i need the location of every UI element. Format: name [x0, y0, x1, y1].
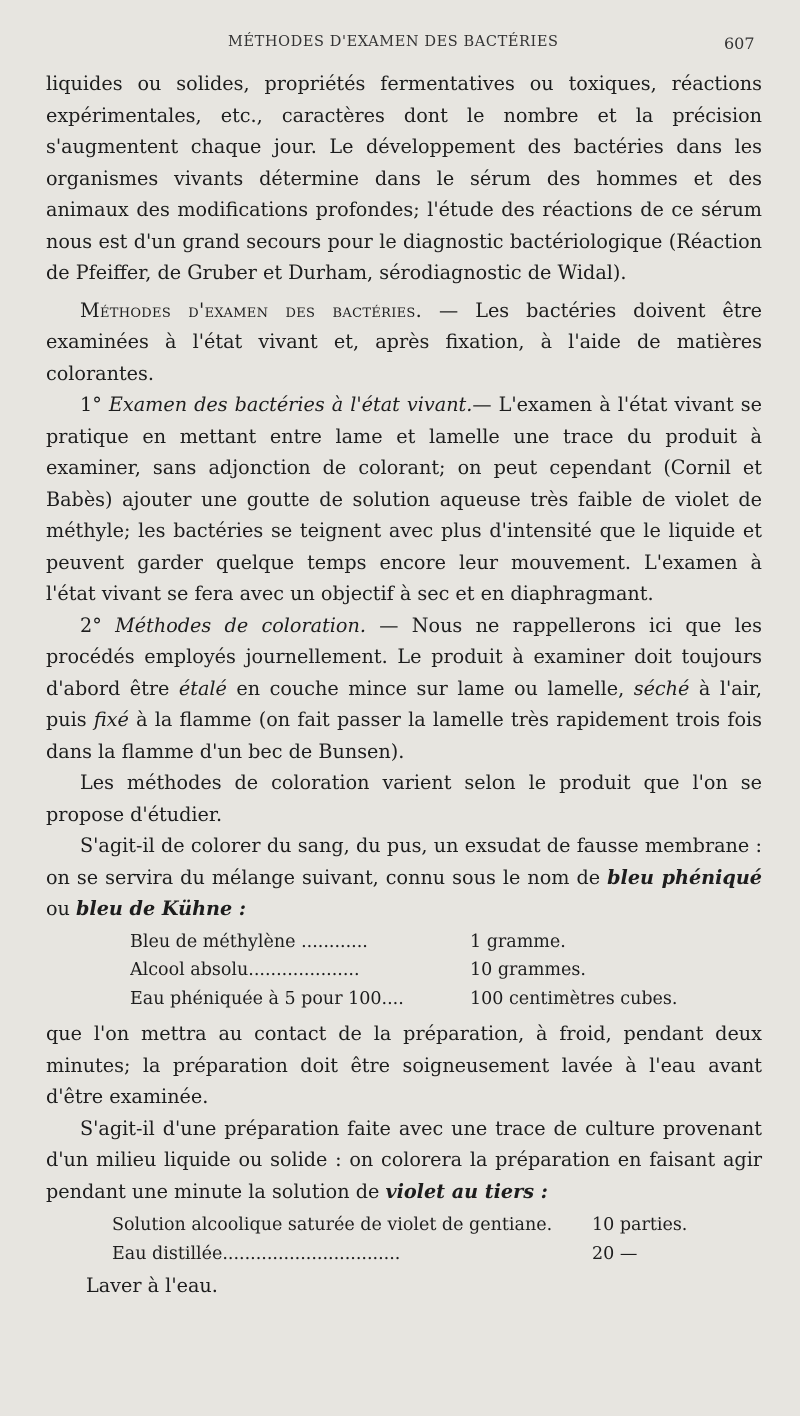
formula-row	[130, 956, 762, 985]
emphasis-word: fixé	[93, 708, 129, 731]
ingredient-quantity: 1 gramme.	[470, 931, 566, 952]
paragraph-living-examination	[46, 389, 762, 610]
paragraph-intro	[46, 68, 762, 289]
paragraph-text: Laver à l'eau.	[86, 1274, 218, 1297]
term-bleu-phenique: bleu phéniqué	[607, 865, 763, 889]
paragraph-text: ou	[46, 897, 77, 920]
emphasis-word: étalé	[178, 676, 227, 700]
paragraph-culture	[46, 1113, 762, 1208]
formula-kuhne	[130, 928, 762, 1014]
formula-row	[130, 985, 762, 1014]
formula-row	[130, 928, 762, 957]
paragraph-text: S'agit-il de colorer du sang, du pus, un exsudat de fausse membrane : on se servira du mélange suivant, connu sous le nom de	[46, 834, 762, 889]
item-number: 1°	[80, 393, 102, 416]
item-number: 2°	[80, 613, 102, 637]
paragraph-text: à l'air, puis	[46, 676, 762, 731]
formula-violet	[112, 1211, 762, 1268]
paragraph-methods	[46, 295, 762, 390]
paragraph-text: — Nous ne rappellerons ici que les procédés employés journellement. Le produit à examiner doit toujours d'abord être	[46, 613, 762, 700]
running-header	[0, 34, 800, 58]
leader-dots: ....	[381, 988, 404, 1009]
page-number: 607	[724, 34, 755, 53]
ingredient-name: Eau phéniquée à 5 pour 100	[130, 988, 382, 1009]
subsection-heading: Examen des bactéries à l'état vivant.	[108, 393, 473, 416]
ingredient-quantity: 10 grammes.	[470, 960, 586, 980]
ingredient-name: Bleu de méthylène	[130, 931, 296, 952]
paragraph-text: liquides ou solides, propriétés fermentatives ou toxiques, réactions expérimentales, etc., caractères dont le nombre et la précision s'augmentent chaque jour. Le développement des bactéries dans les organismes vivants détermine dans le sérum des hommes et des animaux des modifications profondes; l'étude des réactions de ce sérum nous est d'un grand secours pour le diagnostic bactériologique (Réaction de Pfeiffer, de Gruber et Durham, sérodiagnostic de Widal).	[46, 72, 762, 284]
paragraph-text: S'agit-il d'une préparation faite avec une trace de culture provenant d'un milieu liquide ou solide : on colorera la préparation en faisant agir pendant une minute la solution de	[46, 1116, 762, 1203]
paragraph-wash	[46, 1270, 762, 1302]
subsection-heading: Méthodes de coloration.	[115, 613, 366, 637]
emphasis-word: séché	[633, 676, 690, 700]
paragraph-text: en couche mince sur lame ou lamelle,	[226, 676, 634, 700]
section-heading: Méthodes d'examen des bactéries.	[80, 298, 423, 322]
ingredient-name: Eau distillée	[112, 1243, 223, 1264]
ingredient-quantity: 20 —	[592, 1243, 638, 1264]
leader-dots: ....................	[248, 960, 360, 980]
leader-dots: ................................	[222, 1243, 401, 1264]
running-title: MÉTHODES D'EXAMEN DES BACTÉRIES	[228, 34, 559, 50]
paragraph-text: — Les bactéries doivent être examinées à l'état vivant et, après fixation, à l'aide de matières colorantes.	[46, 298, 762, 385]
term-violet-au-tiers: violet au tiers :	[385, 1179, 548, 1203]
formula-row	[112, 1211, 762, 1240]
paragraph-text: — L'examen à l'état vivant se pratique en mettant entre lame et lamelle une trace du produit à examiner, sans adjonction de colorant; on peut cependant (Cornil et Babès) ajouter une goutte de solution aqueuse très faible de violet de méthyle; les bactéries se teignent avec plus d'intensité que le liquide et peuvent garder quelque temps encore leur mouvement. L'examen à l'état vivant se fera avec un objectif à sec et en diaphragmant.	[46, 393, 762, 605]
paragraph-variation	[46, 767, 762, 830]
body-text	[46, 68, 762, 1302]
paragraph-contact	[46, 1018, 762, 1113]
paragraph-blood	[46, 830, 762, 925]
ingredient-name: Alcool absolu	[130, 960, 249, 980]
paragraph-text: Les méthodes de coloration varient selon le produit que l'on se propose d'étudier.	[46, 771, 762, 826]
paragraph-staining	[46, 610, 762, 768]
ingredient-quantity: 10 parties.	[592, 1215, 688, 1235]
term-bleu-de-kuhne: bleu de Kühne :	[76, 897, 246, 920]
ingredient-quantity: 100 centimètres cubes.	[470, 988, 678, 1009]
paragraph-text: à la flamme (on fait passer la lamelle très rapidement trois fois dans la flamme d'un bec de Bunsen).	[46, 708, 762, 763]
paragraph-text: que l'on mettra au contact de la préparation, à froid, pendant deux minutes; la préparation doit être soigneusement lavée à l'eau avant d'être examinée.	[46, 1022, 762, 1108]
formula-row	[112, 1240, 762, 1269]
leader-dots: ............	[295, 931, 368, 952]
ingredient-name: Solution alcoolique saturée de violet de gentiane.	[112, 1215, 553, 1235]
